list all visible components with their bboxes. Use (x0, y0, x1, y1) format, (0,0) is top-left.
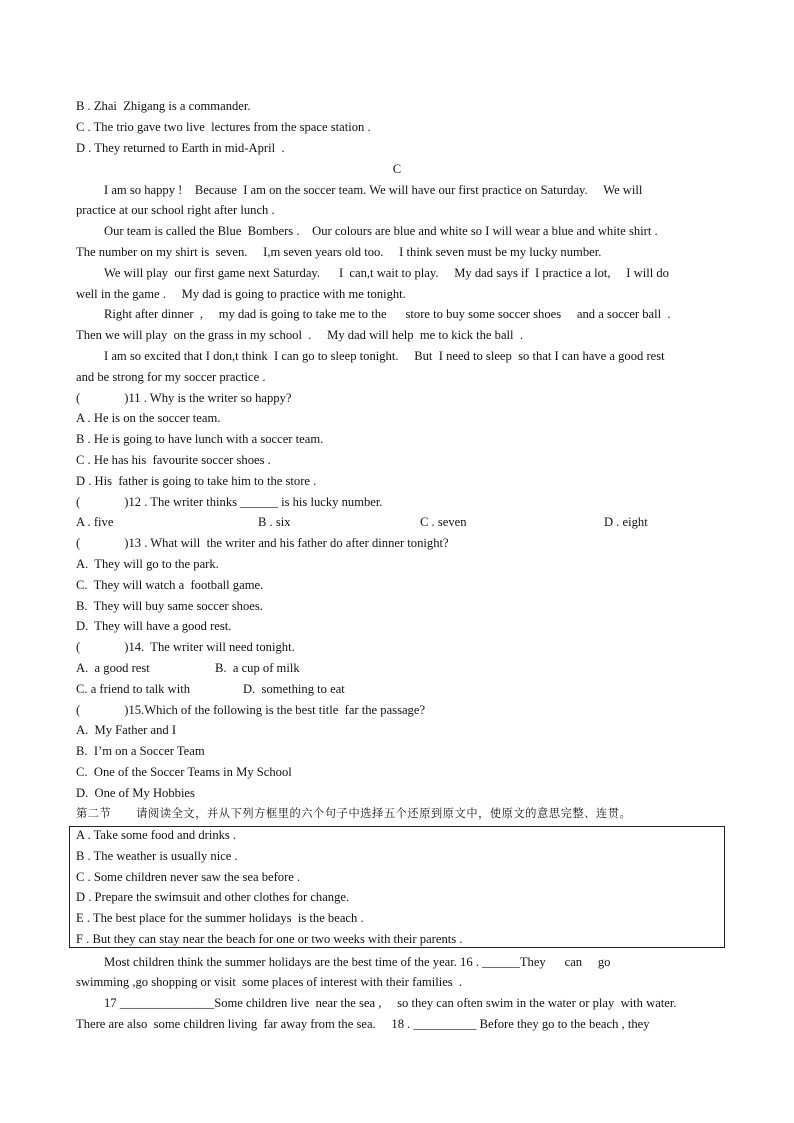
passage-line: I am so happy ! Because I am on the soccer team. We will have our first practice on Saturday. We will (104, 183, 643, 197)
section-c-heading: C (392, 162, 402, 176)
question-13: ( )13 . What will the writer and his father do after dinner tonight? (76, 536, 449, 550)
question-15: ( )15.Which of the following is the best title far the passage? (76, 703, 426, 717)
box-option-d: D . Prepare the swimsuit and other clothes for change. (76, 890, 350, 904)
options-box (69, 826, 725, 948)
question-11: ( )11 . Why is the writer so happy? (76, 391, 292, 405)
passage-line: well in the game . My dad is going to practice with me tonight. (76, 287, 406, 301)
passage-line: Right after dinner , my dad is going to take me to the store to buy some soccer shoes and a soccer ball . (104, 307, 671, 321)
q11-option-b: B . He is going to have lunch with a soccer team. (76, 432, 324, 446)
passage-line: and be strong for my soccer practice . (76, 370, 266, 384)
option-c: C . The trio gave two live lectures from the space station . (76, 120, 371, 134)
passage-line: Our team is called the Blue Bombers . Our colours are blue and white so I will wear a blue and white shirt . (104, 224, 658, 238)
box-option-a: A . Take some food and drinks . (76, 828, 237, 842)
q11-option-d: D . His father is going to take him to the store . (76, 474, 317, 488)
box-option-c: C . Some children never saw the sea before . (76, 870, 301, 884)
q15-option-d: D. One of My Hobbies (76, 786, 195, 800)
passage-line: Then we will play on the grass in my school . My dad will help me to kick the ball . (76, 328, 524, 342)
q15-option-b: B. I’m on a Soccer Team (76, 744, 205, 758)
section-2-passage-line: Most children think the summer holidays are the best time of the year. 16 . ______They can go (104, 955, 611, 969)
passage-line: The number on my shirt is seven. I,m seven years old too. I think seven must be my lucky number. (76, 245, 602, 259)
q13-option-a: A. They will go to the park. (76, 557, 219, 571)
question-14: ( )14. The writer will need tonight. (76, 640, 295, 654)
section-2-passage-line: swimming ,go shopping or visit some places of interest with their families . (76, 975, 463, 989)
section-2-instruction: 第二节 请阅读全文，并从下列方框里的六个句子中选择五个还原到原文中，使原文的意思完整、连贯。 (76, 807, 632, 820)
option-d: D . They returned to Earth in mid-April . (76, 141, 285, 155)
q12-option-b: B . six (258, 515, 291, 529)
option-b: B . Zhai Zhigang is a commander. (76, 99, 251, 113)
q14-option-b: B. a cup of milk (215, 661, 300, 675)
q15-option-c: C. One of the Soccer Teams in My School (76, 765, 292, 779)
q14-option-a: A. a good rest (76, 661, 150, 675)
q11-option-c: C . He has his favourite soccer shoes . (76, 453, 271, 467)
q13-option-c: C. They will watch a football game. (76, 578, 264, 592)
q14-option-c: C. a friend to talk with (76, 682, 191, 696)
q12-option-a: A . five (76, 515, 114, 529)
q12-option-c: C . seven (420, 515, 467, 529)
section-2-passage-line: There are also some children living far away from the sea. 18 . __________ Before they go to the beach , they (76, 1017, 650, 1031)
q13-option-d: D. They will have a good rest. (76, 619, 232, 633)
passage-line: I am so excited that I don,t think I can go to sleep tonight. But I need to sleep so that I can have a good rest (104, 349, 665, 363)
box-option-f: F . But they can stay near the beach for one or two weeks with their parents . (76, 932, 463, 946)
box-option-b: B . The weather is usually nice . (76, 849, 238, 863)
q14-option-d: D. something to eat (243, 682, 345, 696)
question-12: ( )12 . The writer thinks ______ is his lucky number. (76, 495, 383, 509)
q11-option-a: A . He is on the soccer team. (76, 411, 221, 425)
section-2-passage-line: 17 _______________Some children live near the sea , so they can often swim in the water or play with water. (104, 996, 677, 1010)
q15-option-a: A. My Father and I (76, 723, 177, 737)
box-option-e: E . The best place for the summer holidays is the beach . (76, 911, 364, 925)
passage-line: practice at our school right after lunch . (76, 203, 275, 217)
passage-line: We will play our first game next Saturday. I can,t wait to play. My dad says if I practice a lot, I will do (104, 266, 669, 280)
q13-option-b: B. They will buy same soccer shoes. (76, 599, 263, 613)
q12-option-d: D . eight (604, 515, 648, 529)
